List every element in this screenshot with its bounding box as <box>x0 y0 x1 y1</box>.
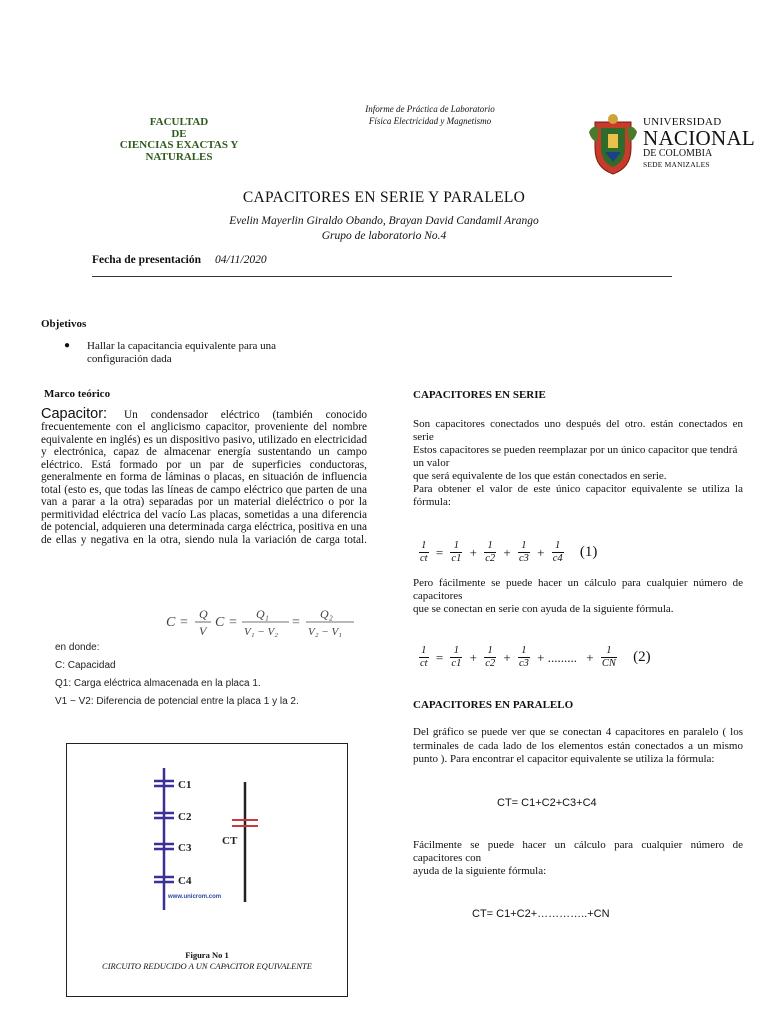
formula-legend <box>55 639 299 711</box>
label-c4: C4 <box>178 875 192 887</box>
parallel-line: Fácilmente se puede hacer un cálculo para cualquier número de capacitores con <box>413 839 743 864</box>
formula-v1-v2: V₁ − V₂ <box>244 626 279 638</box>
formula-equals: = <box>292 615 300 630</box>
series-text-2 <box>413 577 743 616</box>
legend-line: en donde: <box>55 642 100 653</box>
eq2-term: $\frac{1}{c3}$ <box>518 645 529 669</box>
faculty-line: NATURALES <box>145 150 213 163</box>
formula-v2-v1: V₂ − V₁ <box>308 626 343 638</box>
capacitor-paragraph: Un condensador eléctrico (también conocido frecuentemente con el anglicismo capacitor, proveniente del nombre equivalente en inglés) es un dispositivo pasivo, utilizado en electricidad y electrónica, capaz de almacenar energía sustentando un campo eléctrico. Está formado por un par de superficies conductoras, generalmente en forma de láminas o placas, en situación de influencia total (esto es, que todas las líneas de campo eléctrico que parten de una van a parar a la otra) separadas por un material dieléctrico o por la permitividad eléctrica del vacío Las placas, sometidas a una diferencia de potencial, adquieren una determinada carga eléctrica, positiva en una de ellas y negativa en la otra, siendo nula la variación de carga total. <box>41 409 368 546</box>
bullet-icon: ● <box>64 340 71 351</box>
label-c2: C2 <box>178 811 192 823</box>
series-equation-1: $\frac{1}{ct}$ = $\frac{1}{c1}$ + $\frac{1}{c2}$ + $\frac{1}{c3}$ + $\frac{1}{c4}$ (1) <box>420 540 598 564</box>
parallel-text-2 <box>413 839 743 878</box>
capacitor-term: Capacitor: <box>41 406 108 422</box>
formula-v: V <box>199 624 207 638</box>
series-equation-2: $\frac{1}{ct}$ = $\frac{1}{c1}$ + $\frac{1}{c2}$ + $\frac{1}{c3}$ + ......... + $\frac{1}{CN}$ (2) <box>420 645 651 669</box>
authors-block <box>0 214 768 244</box>
formula-c-symbol: C <box>166 615 176 630</box>
series-line: que será equivalente de los que están conectados en serie. <box>413 470 667 482</box>
authors: Evelin Mayerlin Giraldo Obando, Brayan David Candamil Arango <box>229 215 539 227</box>
university-line-2: NACIONAL <box>643 126 756 150</box>
circuit-diagram <box>140 760 290 915</box>
eq1-term: $\frac{1}{c1}$ <box>451 540 462 564</box>
series-line: Estos capacitores se pueden reemplazar por un único capacitor que tendrá un valor <box>413 444 738 469</box>
capacitor-definition <box>41 408 367 546</box>
legend-line: V1 − V2: Diferencia de potencial entre la placa 1 y la 2. <box>55 696 299 707</box>
label-c3: C3 <box>178 842 192 854</box>
legend-line: C: Capacidad <box>55 660 116 671</box>
series-line: Son capacitores conectados uno después del otro. están conectados en serie <box>413 418 743 443</box>
date-label: Fecha de presentación <box>92 254 202 266</box>
parallel-heading: CAPACITORES EN PARALELO <box>413 699 574 711</box>
eq1-term: $\frac{1}{c3}$ <box>518 540 529 564</box>
parallel-formula-2: CT= C1+C2+…………..+CN <box>472 908 610 920</box>
figure-caption <box>66 950 348 972</box>
eq1-term: $\frac{1}{c4}$ <box>552 540 563 564</box>
figure-number: Figura No 1 <box>185 950 229 960</box>
eq2-last: $\frac{1}{CN}$ <box>601 645 616 669</box>
university-crest-icon <box>587 112 639 176</box>
series-line: Pero fácilmente se puede hacer un cálculo para cualquier número de capacitores <box>413 577 743 602</box>
formula-q: Q <box>199 607 208 621</box>
submission-date <box>92 254 267 266</box>
report-line: Física Electricidad y Magnetismo <box>368 116 492 126</box>
university-line-3: DE COLOMBIA <box>643 148 713 159</box>
report-subtitle <box>330 103 530 127</box>
theory-heading: Marco teórico <box>44 388 111 400</box>
series-text <box>413 418 743 509</box>
parallel-formula: CT= C1+C2+C3+C4 <box>497 797 597 809</box>
series-line: que se conectan en serie con ayuda de la siguiente fórmula. <box>413 603 674 615</box>
figure-watermark: www.unicrom.com <box>168 894 222 900</box>
faculty-line: DE <box>171 127 187 140</box>
objective-item: Hallar la capacitancia equivalente para una configuración dada <box>87 340 277 365</box>
formula-c-symbol-2: C <box>215 615 225 630</box>
parallel-line: ayuda de la siguiente fórmula: <box>413 865 547 877</box>
legend-line: Q1: Carga eléctrica almacenada en la placa 1. <box>55 678 261 689</box>
document-title: CAPACITORES EN SERIE Y PARALELO <box>242 189 526 206</box>
faculty-name <box>100 117 258 163</box>
date-value: 04/11/2020 <box>215 254 267 266</box>
label-c1: C1 <box>178 779 192 791</box>
lab-group: Grupo de laboratorio No.4 <box>321 230 447 242</box>
objectives-heading: Objetivos <box>41 318 87 330</box>
series-heading: CAPACITORES EN SERIE <box>413 389 546 401</box>
formula-q2: Q₂ <box>320 607 333 621</box>
formula-q1: Q₁ <box>256 607 269 621</box>
header-divider <box>92 276 672 277</box>
report-line: Informe de Práctica de Laboratorio <box>365 104 495 114</box>
university-line-1: UNIVERSIDAD <box>643 116 722 128</box>
figure-caption-text: CIRCUITO REDUCIDO A UN CAPACITOR EQUIVALENTE <box>102 961 312 971</box>
eq2-term: $\frac{1}{c1}$ <box>451 645 462 669</box>
faculty-line: FACULTAD <box>149 116 209 128</box>
faculty-line: CIENCIAS EXACTAS Y <box>119 139 239 151</box>
university-line-4: SEDE MANIZALES <box>643 160 710 169</box>
formula-equals: = <box>229 615 237 630</box>
eq1-lhs: $\frac{1}{ct}$ <box>420 540 428 564</box>
series-line: Para obtener el valor de este único capacitor equivalente se utiliza la fórmula: <box>413 483 743 508</box>
eq2-lhs: $\frac{1}{ct}$ <box>420 645 428 669</box>
label-ct: CT <box>222 835 238 847</box>
parallel-text: Del gráfico se puede ver que se conectan 4 capacitores en paralelo ( los terminales de cada lado de los elementos están conectados a un mismo punto ). Para encontrar el capacitor equivalente se utiliza la fórmula: <box>413 726 743 765</box>
capacitance-formula <box>162 602 372 642</box>
eq2-dots: + ......... <box>537 649 577 665</box>
eq2-number: (2) <box>633 649 651 665</box>
university-name <box>643 116 755 170</box>
eq2-term: $\frac{1}{c2}$ <box>485 645 496 669</box>
eq1-number: (1) <box>579 544 598 560</box>
formula-equals: = <box>180 615 188 630</box>
eq1-term: $\frac{1}{c2}$ <box>485 540 496 564</box>
